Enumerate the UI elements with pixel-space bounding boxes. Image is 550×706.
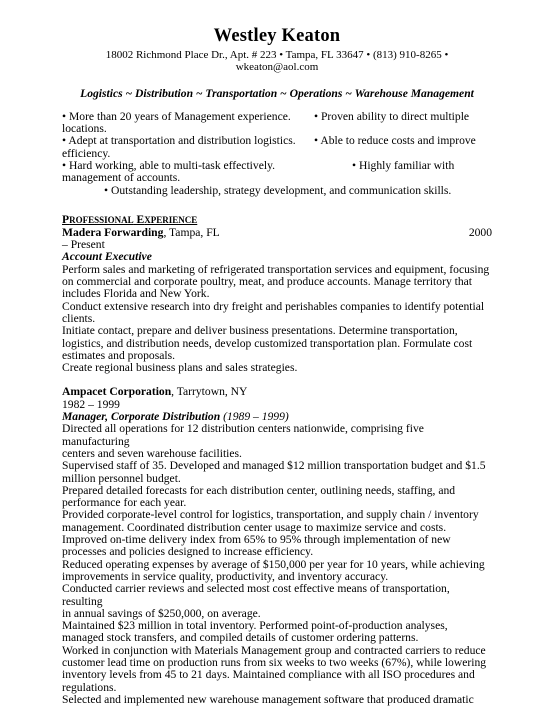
- description-line: Create regional business plans and sales strategies.: [62, 361, 298, 375]
- email-line: wkeaton@aol.com: [235, 61, 319, 74]
- resume-page: [62, 0, 492, 706]
- job-title: Manager, Corporate Distribution: [62, 410, 221, 424]
- summary-continuation: efficiency.: [62, 146, 111, 160]
- description-line: managed stock transfers, and compiled details of customer ordering patterns.: [62, 631, 419, 645]
- description-line: in annual savings of $250,000, on average.: [62, 606, 261, 620]
- description-line: performance for each year.: [62, 496, 187, 510]
- description-line: Reduced operating expenses by average of $150,000 per year for 10 years, while achieving: [62, 557, 485, 571]
- company-location: , Tampa, FL: [163, 225, 220, 239]
- description-line: Prepared detailed forecasts for each distribution center, outlining needs, staffing, and: [62, 483, 456, 497]
- description-line: Improved on-time delivery index from 65% to 95% through implementation of new: [62, 533, 451, 547]
- description-line: Selected and implemented new warehouse management software that produced dramatic: [62, 692, 474, 706]
- heading-smallcaps: ROFESSIONAL: [69, 214, 134, 225]
- job-header: [62, 227, 492, 239]
- job-dates: 1982 – 1999: [62, 397, 120, 411]
- company-name: Madera Forwarding: [62, 225, 164, 239]
- description-line: improvements in service quality, productivity, and inventory accuracy.: [62, 569, 389, 583]
- summary-item: • Outstanding leadership, strategy development, and communication skills.: [104, 183, 452, 197]
- heading-smallcaps: XPERIENCE: [144, 214, 198, 225]
- description-line: logistics, and distribution needs, develop customized transportation plan. Formulate cost: [62, 336, 473, 350]
- heading-initial: E: [136, 212, 145, 226]
- job-title-dates: (1989 – 1999): [220, 410, 289, 424]
- summary-item: • Adept at transportation and distribution logistics.: [62, 134, 296, 148]
- resume-name: Westley Keaton: [213, 26, 341, 46]
- summary-item: • Highly familiar with: [352, 159, 455, 172]
- company-location: , Tarrytown, NY: [171, 385, 248, 399]
- contact-block: [62, 49, 492, 74]
- job-dates: – Present: [62, 238, 105, 252]
- description-line: processes and policies designed to increase efficiency.: [62, 545, 314, 559]
- description-line: on commercial and corporate poultry, meat, and produce accounts. Manage territory that: [62, 275, 473, 289]
- description-line: clients.: [62, 311, 96, 325]
- description-line: Provided corporate-level control for logistics, transportation, and supply chain / inventory: [62, 508, 479, 522]
- professional-tagline: Logistics ~ Distribution ~ Transportation ~ Operations ~ Warehouse Management: [80, 86, 474, 100]
- company-name: Ampacet Corporation: [62, 385, 172, 399]
- summary-item: • More than 20 years of Management experience.: [62, 109, 291, 123]
- description-line: management. Coordinated distribution center usage to maximize service and costs.: [62, 520, 447, 534]
- description-line: million personnel budget.: [62, 471, 181, 485]
- summary-continuation: locations.: [62, 122, 107, 136]
- summary-continuation: management of accounts.: [62, 171, 181, 185]
- job-title: Account Executive: [62, 250, 152, 264]
- description-line: Worked in conjunction with Materials Management group and contracted carriers to reduce: [62, 643, 486, 657]
- summary-item: • Proven ability to direct multiple: [314, 109, 470, 123]
- description-line: centers and seven warehouse facilities.: [62, 446, 242, 460]
- summary-item: • Hard working, able to multi-task effectively.: [62, 159, 276, 172]
- description-line: regulations.: [62, 680, 117, 694]
- job-description: [62, 423, 492, 706]
- description-line: Initiate contact, prepare and deliver business presentations. Determine transportation,: [62, 324, 458, 338]
- address-line: 18002 Richmond Place Dr., Apt. # 223 • Tampa, FL 33647 • (813) 910-8265 •: [105, 49, 449, 61]
- description-line: Directed all operations for 12 distribution centers nationwide, comprising five manufacturing: [62, 422, 424, 448]
- description-line: Conduct extensive research into dry freight and perishables companies to identify potential: [62, 299, 485, 313]
- summary-bullets: [62, 111, 492, 197]
- description-line: Maintained $23 million in total inventory. Performed point-of-production analyses,: [62, 619, 448, 633]
- summary-row: [62, 135, 492, 147]
- description-line: estimates and proposals.: [62, 348, 176, 362]
- job-description: [62, 264, 492, 375]
- description-line: customer lead time on production runs from six weeks to two weeks (67%), while lowering: [62, 655, 487, 669]
- job-start-year: 2000: [468, 225, 492, 239]
- summary-item: • Able to reduce costs and improve: [314, 134, 476, 148]
- description-line: Supervised staff of 35. Developed and managed $12 million transportation budget and $1.5: [62, 459, 486, 473]
- summary-row: [62, 111, 492, 123]
- job-entry-ampacet: [62, 386, 492, 706]
- employer: [62, 386, 492, 398]
- description-line: Conducted carrier reviews and selected most cost effective means of transportation, resulting: [62, 582, 450, 608]
- section-heading-experience: [62, 214, 492, 226]
- description-line: includes Florida and New York.: [62, 287, 210, 301]
- description-line: Perform sales and marketing of refrigerated transportation services and equipment, focusing: [62, 262, 490, 276]
- description-line: inventory levels from 45 to 21 days. Maintained compliance with all ISO procedures and: [62, 668, 475, 682]
- job-entry-madera: [62, 227, 492, 375]
- heading-initial: P: [62, 212, 70, 226]
